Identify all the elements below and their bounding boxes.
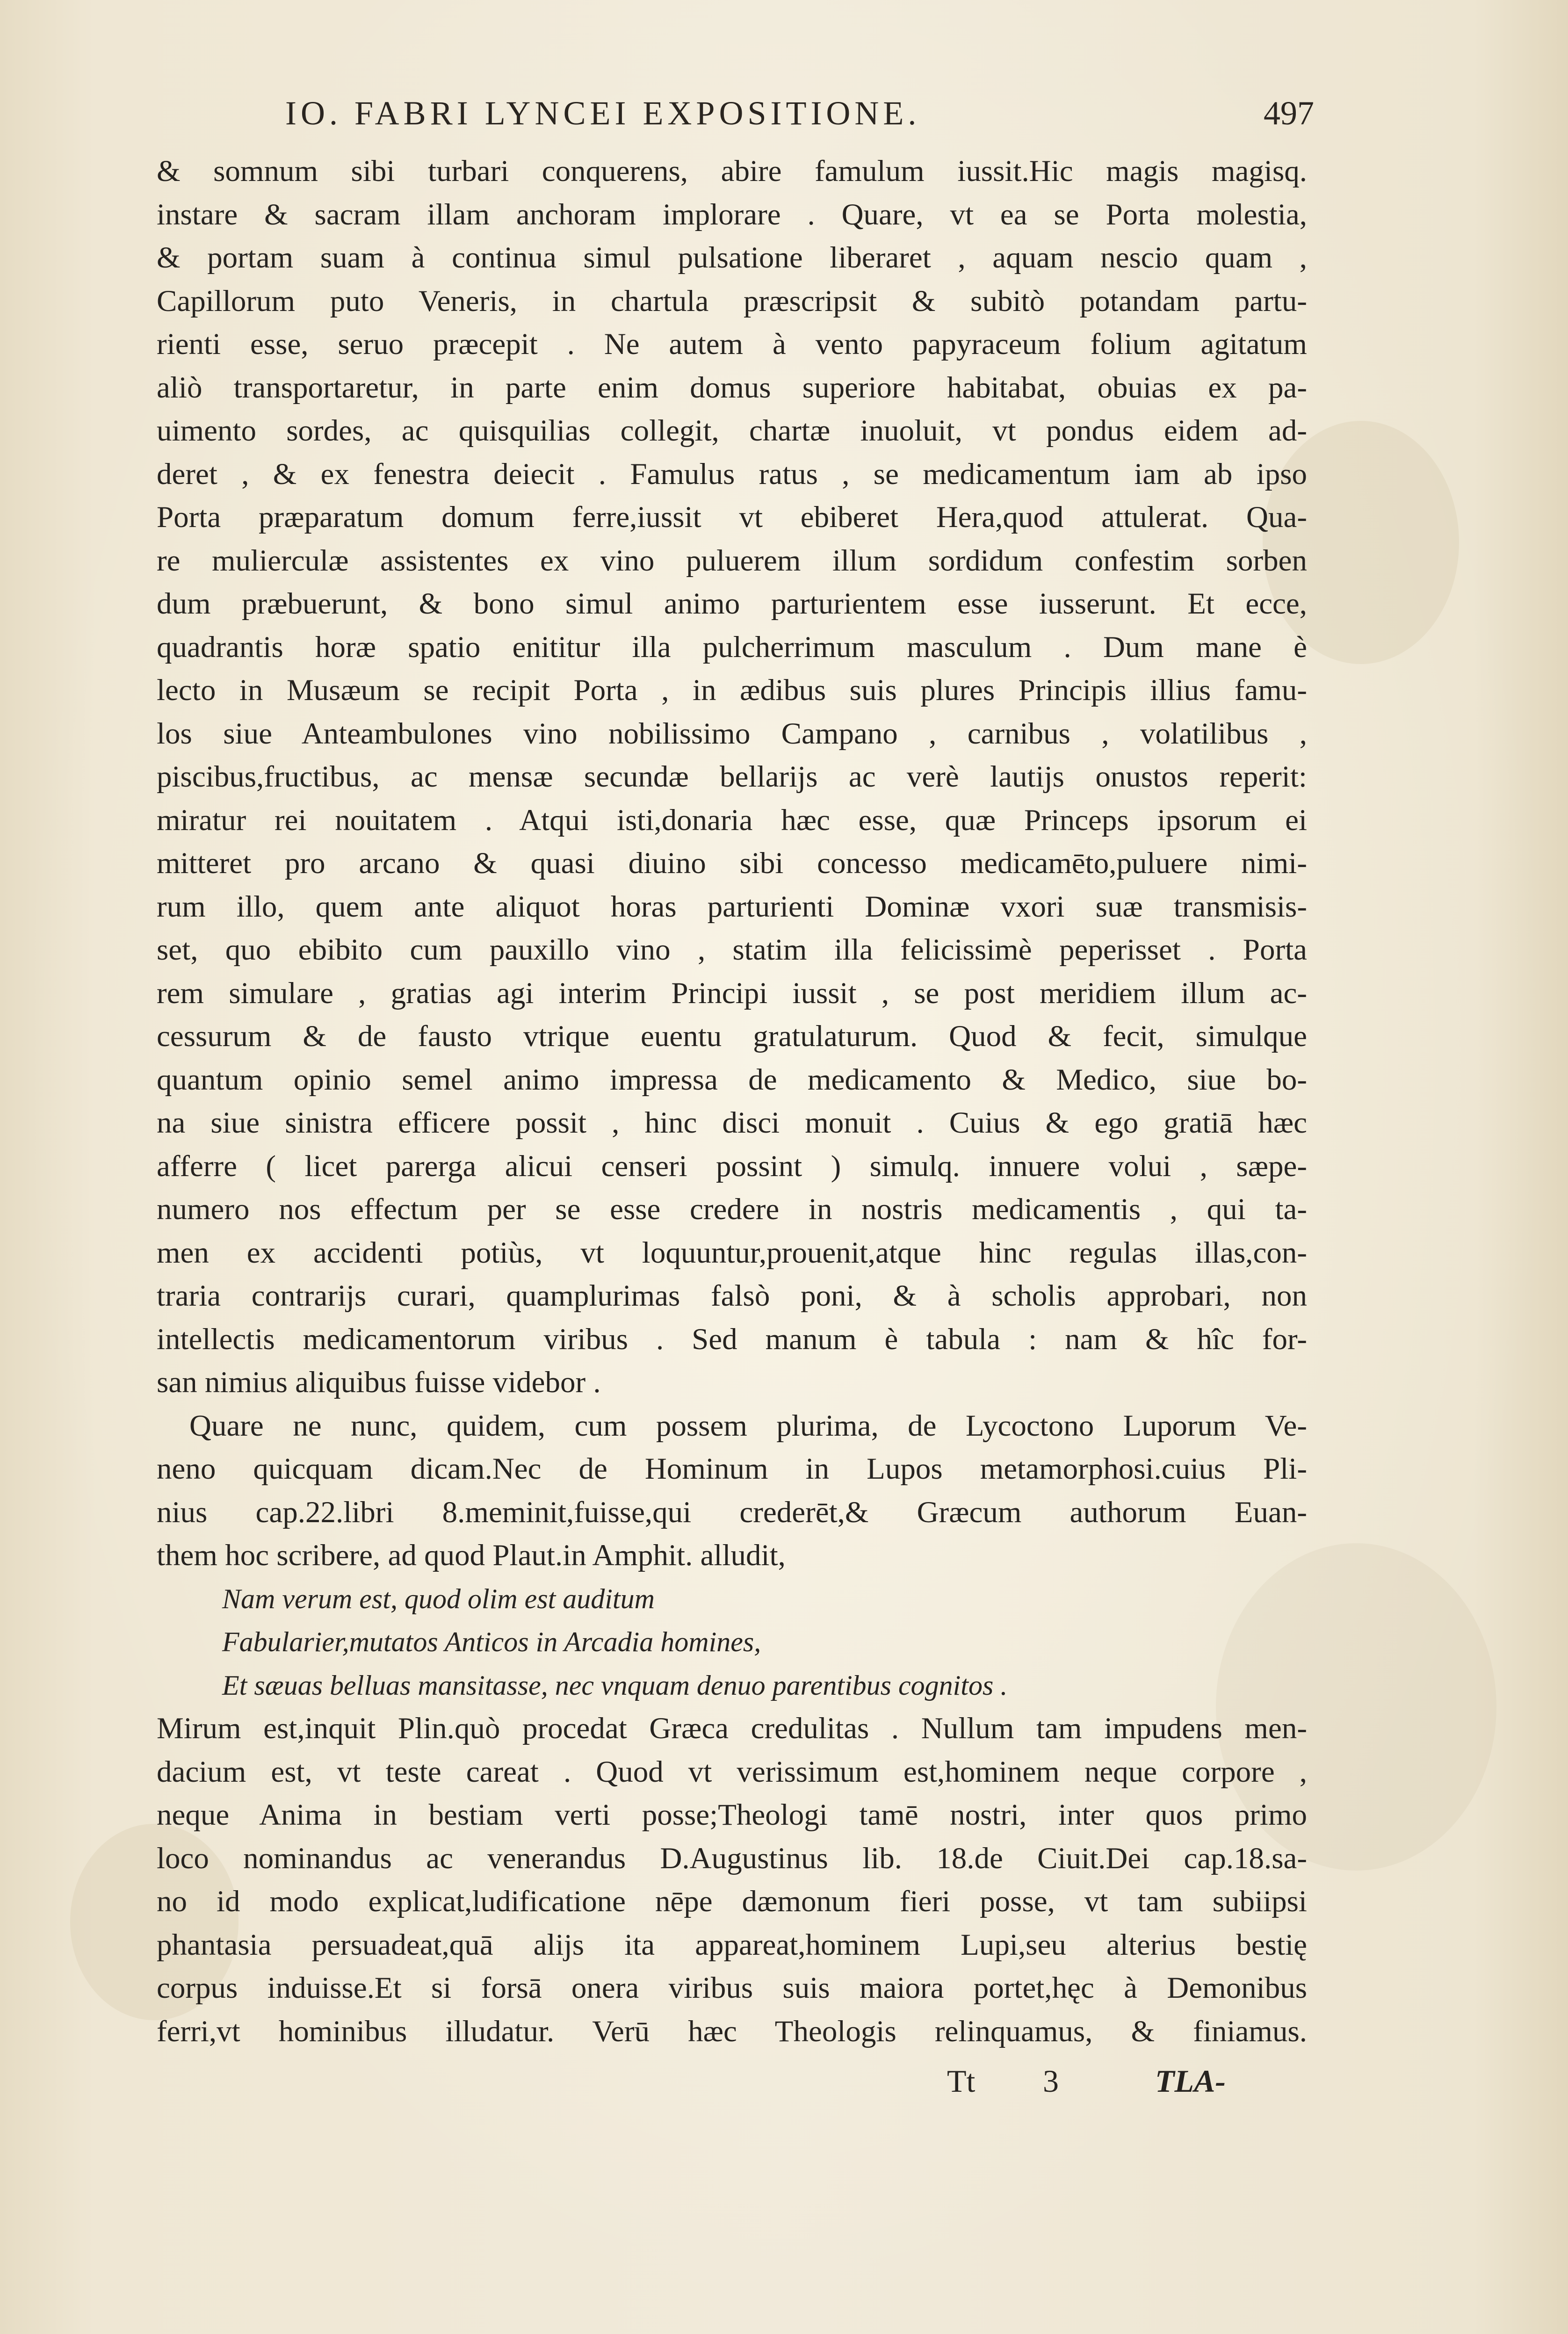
text-line: numero nos effectum per se esse credere in nostris medicamentis , qui ta- bbox=[157, 1192, 1307, 1226]
text-line: Porta præparatum domum ferre,iussit vt ebiberet Hera,quod attulerat. Qua- bbox=[157, 500, 1307, 534]
text-line: no id modo explicat,ludificatione nēpe dæmonum fieri posse, vt tam subiipsi bbox=[157, 1885, 1307, 1918]
body-text bbox=[157, 150, 1307, 2053]
text-line: afferre ( licet parerga alicui censeri possint ) simulq. innuere volui , sæpe- bbox=[157, 1149, 1307, 1183]
text-line: rienti esse, seruo præcepit . Ne autem à vento papyraceum folium agitatum bbox=[157, 327, 1307, 361]
text-line: piscibus,fructibus, ac mensæ secundæ bellarijs ac verè lautijs onustos reperit: bbox=[157, 760, 1307, 794]
text-line: them hoc scribere, ad quod Plaut.in Amphit. alludit, bbox=[157, 1539, 786, 1572]
text-line: lecto in Musæum se recipit Porta , in ædibus suis plures Principis illius famu- bbox=[157, 673, 1307, 707]
text-line: dacium est, vt teste careat . Quod vt verissimum est,hominem neque corpore , bbox=[157, 1755, 1307, 1789]
text-line: dum præbuerunt, & bono simul animo parturientem esse iusserunt. Et ecce, bbox=[157, 587, 1307, 621]
text-line: Mirum est,inquit Plin.quò procedat Græca credulitas . Nullum tam impudens men- bbox=[157, 1712, 1307, 1745]
text-line: aliò transportaretur, in parte enim domus superiore habitabat, obuias ex pa- bbox=[157, 370, 1307, 405]
text-line: instare & sacram illam anchoram implorare . Quare, vt ea se Porta molestia, bbox=[157, 197, 1307, 231]
verse-line: Nam verum est, quod olim est auditum bbox=[222, 1583, 655, 1614]
running-head: IO. FABRI LYNCEI EXPOSITIONE. bbox=[285, 94, 921, 132]
text-line: & somnum sibi turbari conquerens, abire famulum iussit.Hic magis magisq. bbox=[157, 154, 1307, 188]
paragraph-first-line: Quare ne nunc, quidem, cum possem plurima, de Lycoctono Luporum Ve- bbox=[189, 1409, 1307, 1443]
text-line: ferri,vt hominibus illudatur. Verū hæc Theologis relinquamus, & finiamus. bbox=[157, 2014, 1307, 2048]
text-line: quantum opinio semel animo impressa de medicamento & Medico, siue bo- bbox=[157, 1062, 1307, 1097]
text-line: san nimius aliquibus fuisse videbor . bbox=[157, 1366, 601, 1399]
text-line: uimento sordes, ac quisquilias collegit, chartæ inuoluit, vt pondus eidem ad- bbox=[157, 414, 1307, 448]
catchword: TLA- bbox=[1155, 2063, 1226, 2099]
text-line: intellectis medicamentorum viribus . Sed manum è tabula : nam & hîc for- bbox=[157, 1322, 1307, 1356]
text-line: quadrantis horæ spatio enititur illa pulcherrimum masculum . Dum mane è bbox=[157, 630, 1307, 664]
signature-mark: Tt bbox=[947, 2063, 975, 2099]
page-header bbox=[154, 85, 1314, 141]
signature-number: 3 bbox=[1043, 2063, 1059, 2099]
text-line: phantasia persuadeat,quā alijs ita appareat,hominem Lupi,seu alterius bestię bbox=[157, 1928, 1307, 1962]
footer-catchline bbox=[935, 2058, 1272, 2104]
text-line: cessurum & de fausto vtrique euentu gratulaturum. Quod & fecit, simulque bbox=[157, 1019, 1307, 1053]
text-line: neno quicquam dicam.Nec de Hominum in Lupos metamorphosi.cuius Pli- bbox=[157, 1452, 1307, 1486]
text-line: rem simulare , gratias agi interim Principi iussit , se post meridiem illum ac- bbox=[157, 976, 1307, 1010]
page-number: 497 bbox=[1264, 94, 1314, 132]
text-line: deret , & ex fenestra deiecit . Famulus ratus , se medicamentum iam ab ipso bbox=[157, 457, 1307, 491]
text-line: nius cap.22.libri 8.meminit,fuisse,qui crederēt,& Græcum authorum Euan- bbox=[157, 1495, 1307, 1529]
text-line: rum illo, quem ante aliquot horas parturienti Dominæ vxori suæ transmisis- bbox=[157, 889, 1307, 924]
text-line: set, quo ebibito cum pauxillo vino , statim illa felicissimè peperisset . Porta bbox=[157, 933, 1307, 967]
text-line: re mulierculæ assistentes ex vino puluerem illum sordidum confestim sorben bbox=[157, 543, 1307, 578]
text-line: loco nominandus ac venerandus D.Augustinus lib. 18.de Ciuit.Dei cap.18.sa- bbox=[157, 1841, 1307, 1875]
verse-line: Fabularier,mutatos Anticos in Arcadia homines, bbox=[222, 1626, 761, 1657]
text-line: los siue Anteambulones vino nobilissimo Campano , carnibus , volatilibus , bbox=[157, 716, 1307, 751]
text-line: miratur rei nouitatem . Atqui isti,donaria hæc esse, quæ Princeps ipsorum ei bbox=[157, 803, 1307, 837]
text-line: neque Anima in bestiam verti posse;Theologi tamē nostri, inter quos primo bbox=[157, 1798, 1307, 1832]
verse-line: Et sæuas belluas mansitasse, nec vnquam denuo parentibus cognitos . bbox=[222, 1669, 1008, 1701]
text-line: traria contrarijs curari, quamplurimas falsò poni, & à scholis approbari, non bbox=[157, 1279, 1307, 1313]
text-line: & portam suam à continua simul pulsatione liberaret , aquam nescio quam , bbox=[157, 241, 1307, 275]
text-line: na siue sinistra efficere possit , hinc disci monuit . Cuius & ego gratiā hæc bbox=[157, 1106, 1307, 1140]
text-line: corpus induisse.Et si forsā onera viribus suis maiora portet,hęc à Demonibus bbox=[157, 1971, 1307, 2005]
text-line: mitteret pro arcano & quasi diuino sibi concesso medicamēto,puluere nimi- bbox=[157, 846, 1307, 880]
text-line: men ex accidenti potiùs, vt loquuntur,prouenit,atque hinc regulas illas,con- bbox=[157, 1236, 1307, 1270]
text-line: Capillorum puto Veneris, in chartula præscripsit & subitò potandam partu- bbox=[157, 284, 1307, 318]
